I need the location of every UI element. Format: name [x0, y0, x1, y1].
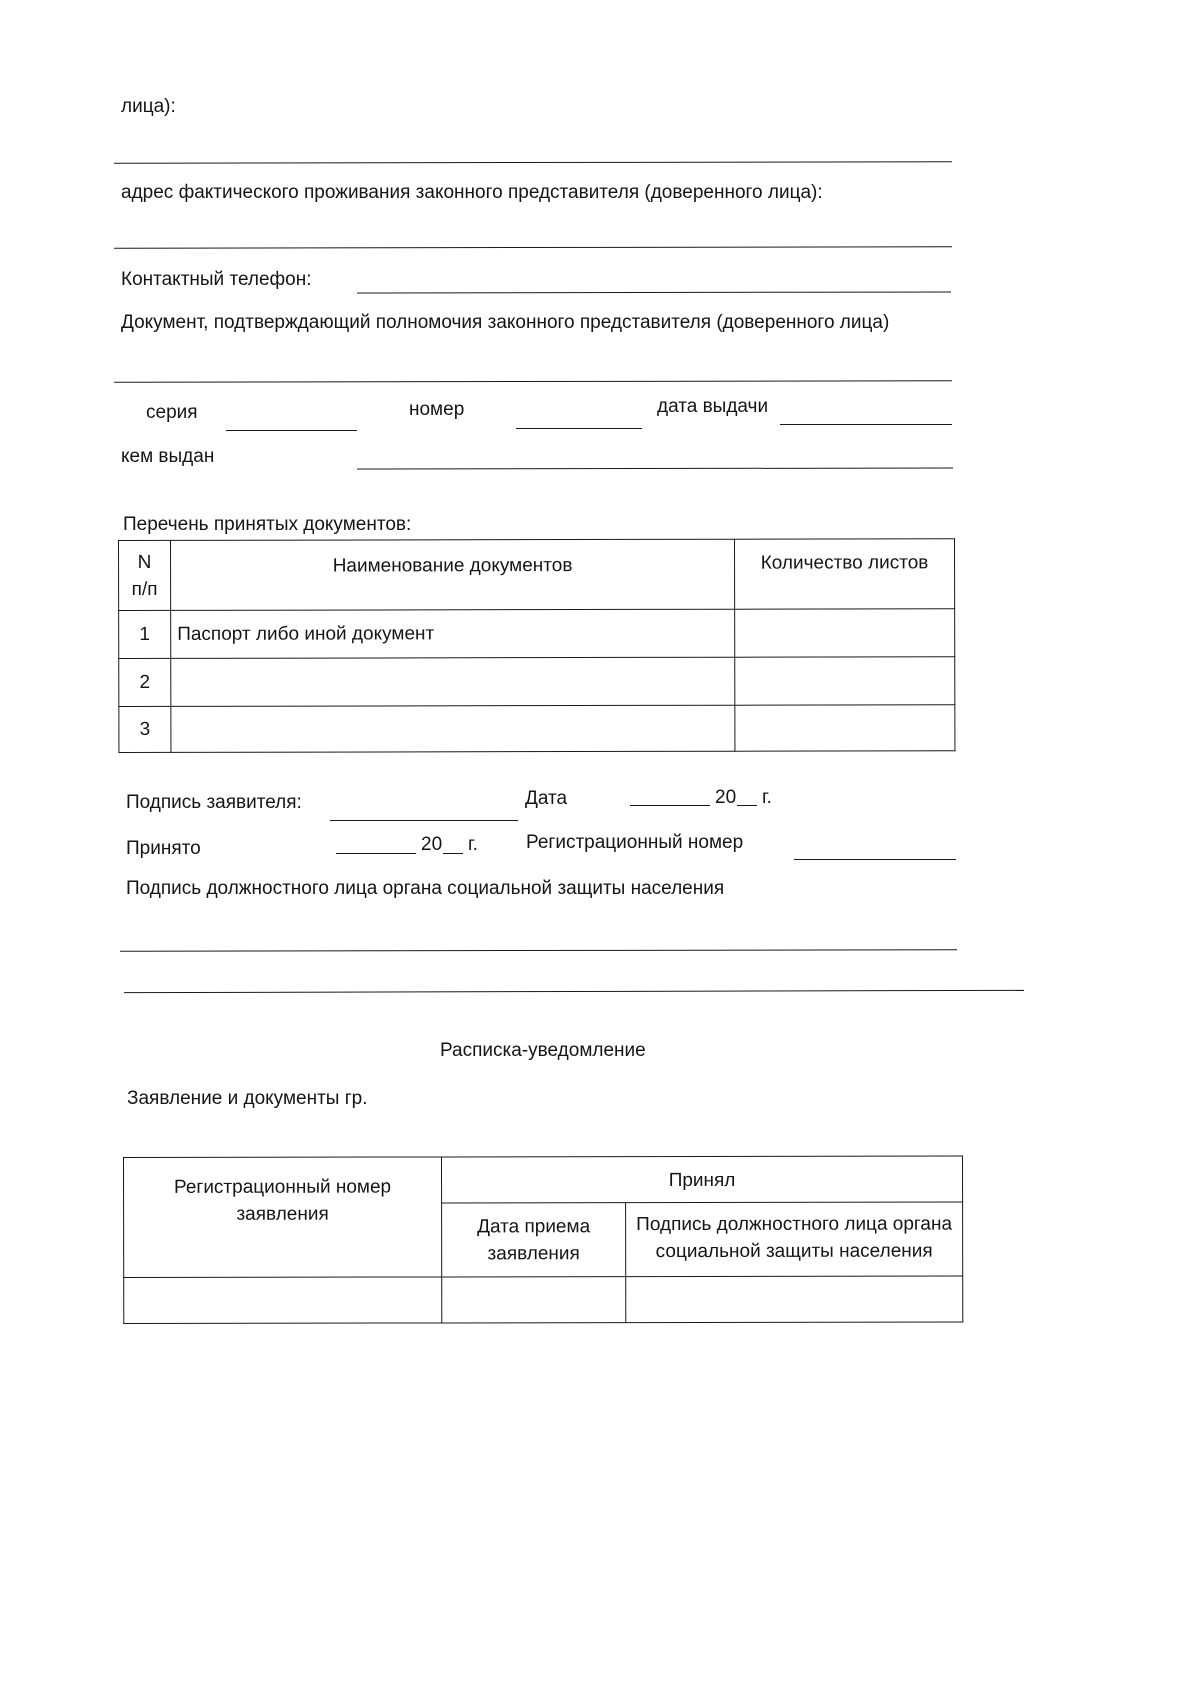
continuation-text: лица): — [121, 96, 176, 117]
row-num: 3 — [119, 706, 171, 752]
series-label: серия — [146, 402, 198, 423]
date-year-line — [737, 805, 757, 806]
series-fill-line — [226, 430, 357, 431]
applicant-signature-label: Подпись заявителя: — [126, 792, 302, 813]
date-year-suffix: г. — [762, 787, 772, 808]
accepted-day-line — [336, 853, 416, 854]
accepted-year-prefix: 20 — [421, 834, 443, 855]
header-document-name: Наименование документов — [171, 539, 735, 610]
fill-line — [114, 161, 952, 163]
applicant-signature-line — [330, 820, 518, 821]
date-year-prefix: 20 — [715, 787, 737, 808]
accepted-year-line — [443, 853, 463, 854]
documents-table — [118, 538, 955, 753]
table-row — [119, 609, 955, 659]
table-header-row — [119, 539, 955, 611]
row-sheet-count — [735, 657, 955, 705]
documents-list-title: Перечень принятых документов: — [123, 514, 412, 535]
header-sheet-count: Количество листов — [734, 539, 954, 609]
row-num: 1 — [119, 610, 171, 658]
row-num: 2 — [119, 658, 171, 706]
header-num-line2: п/п — [131, 578, 158, 600]
address-label: адрес фактического проживания законного представителя (доверенного лица): — [121, 182, 823, 203]
phone-fill-line — [357, 291, 951, 293]
cut-line — [124, 990, 1024, 993]
issued-by-label: кем выдан — [121, 446, 215, 467]
header-num-line1: N — [137, 551, 152, 573]
number-fill-line — [516, 428, 642, 429]
issue-date-fill-line — [780, 424, 952, 425]
receipt-statement: Заявление и документы гр. — [127, 1088, 368, 1109]
accepted-year-suffix: г. — [468, 834, 478, 855]
receipt-table-row — [124, 1276, 963, 1323]
receipt-header-date: Дата приема заявления — [442, 1203, 626, 1277]
official-signature-line — [120, 949, 957, 951]
row-document-name — [171, 705, 735, 752]
row-document-name — [171, 657, 735, 706]
receipt-reg-number-cell — [124, 1277, 442, 1324]
receipt-table — [123, 1156, 963, 1324]
official-signature-label: Подпись должностного лица органа социальной защиты населения — [126, 878, 725, 899]
receipt-header-accepted: Принял — [442, 1156, 963, 1203]
phone-label: Контактный телефон: — [121, 269, 312, 290]
row-document-name: Паспорт либо иной документ — [171, 609, 735, 658]
accepted-label: Принято — [126, 838, 201, 859]
table-row — [119, 657, 955, 707]
address-fill-line — [114, 246, 952, 248]
date-day-line — [630, 805, 710, 806]
number-label: номер — [409, 399, 465, 420]
row-sheet-count — [735, 705, 955, 751]
issued-by-fill-line — [357, 467, 953, 469]
receipt-date-cell — [442, 1277, 626, 1323]
header-num — [119, 540, 171, 610]
authority-doc-fill-line — [114, 380, 952, 382]
receipt-title: Расписка-уведомление — [440, 1040, 646, 1061]
reg-number-line — [794, 859, 956, 860]
row-sheet-count — [735, 609, 955, 657]
date-label: Дата — [525, 788, 568, 809]
authority-doc-label: Документ, подтверждающий полномочия законного представителя (доверенного лица) — [121, 312, 890, 333]
receipt-header-reg-number: Регистрационный номер заявления — [124, 1157, 442, 1278]
issue-date-label: дата выдачи — [657, 396, 769, 417]
receipt-signature-cell — [626, 1276, 963, 1323]
table-row — [119, 705, 955, 753]
reg-number-label: Регистрационный номер — [526, 832, 744, 853]
receipt-header-signature: Подпись должностного лица органа социальной защиты населения — [626, 1202, 963, 1277]
